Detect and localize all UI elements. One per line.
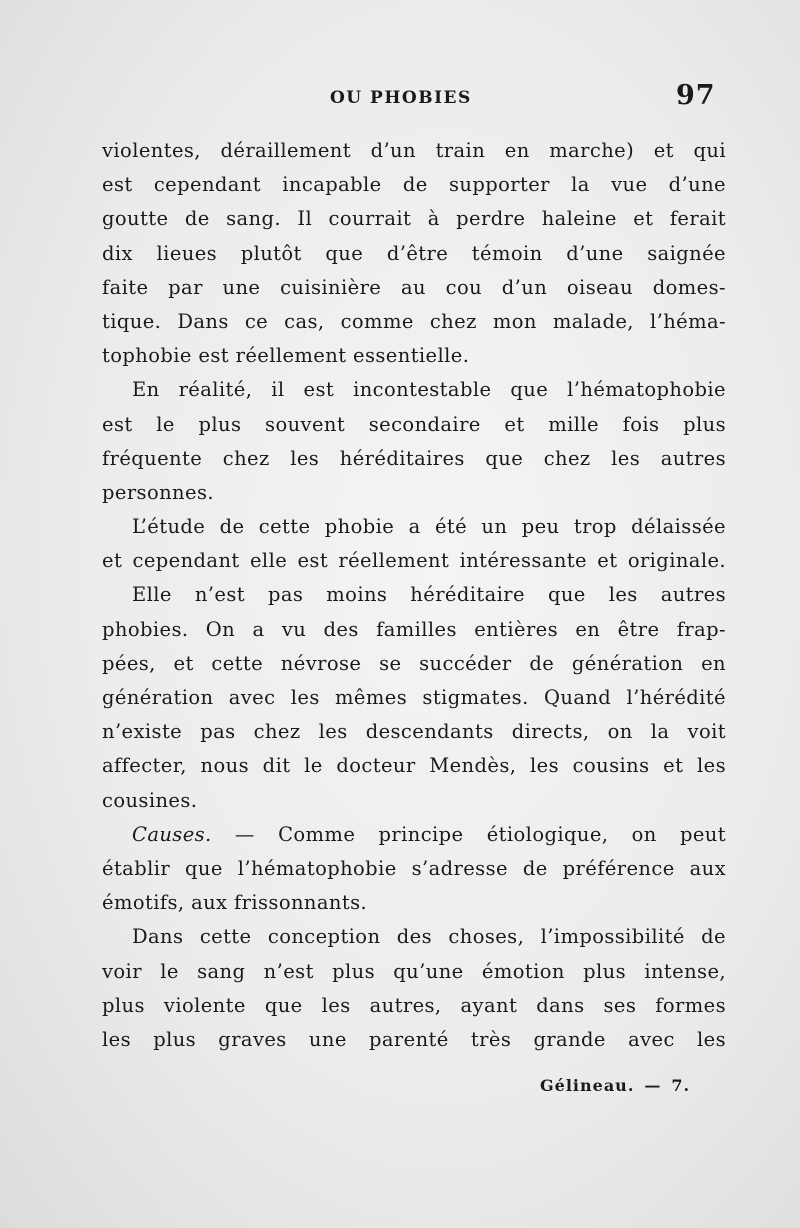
signature-number: 7. xyxy=(671,1076,691,1095)
running-head xyxy=(0,82,800,116)
causes-heading: Causes. xyxy=(132,822,212,846)
text-line: génération avec les mêmes stigmates. Quand l’hérédité xyxy=(102,686,726,709)
text-line: fréquente chez les héréditaires que chez les autres xyxy=(102,446,726,470)
text-line: phobies. On a vu des familles entières en être frap- xyxy=(102,617,726,641)
text-line: tophobie est réellement essentielle. xyxy=(102,344,470,368)
text-line: est le plus souvent secondaire et mille fois plus xyxy=(102,412,726,436)
causes-line xyxy=(102,818,726,852)
text-line: goutte de sang. Il courrait à perdre haleine et ferait xyxy=(102,207,726,231)
text-line: En réalité, il est incontestable que l’hématophobie xyxy=(132,378,726,402)
page-number: 97 xyxy=(676,80,716,111)
text-line: émotifs, aux frissonnants. xyxy=(102,891,368,915)
signature-name: Gélineau. xyxy=(540,1076,635,1095)
text-line: affecter, nous dit le docteur Mendès, les cousins et les xyxy=(102,754,726,778)
printer-signature xyxy=(540,1076,690,1095)
text-line: établir que l’hématophobie s’adresse de préférence aux xyxy=(102,856,726,880)
text-line: est cependant incapable de supporter la vue d’une xyxy=(102,173,726,197)
text-line: les plus graves une parenté très grande avec les xyxy=(102,1027,726,1051)
causes-text: Comme principe étiologique, on peut xyxy=(278,822,726,846)
text-line: n’existe pas chez les descendants directs, on la voit xyxy=(102,720,726,744)
text-line: L’étude de cette phobie a été un peu trop délaissée xyxy=(132,515,726,539)
text-line: Dans cette conception des choses, l’impossibilité de xyxy=(132,925,726,949)
running-title: OU PHOBIES xyxy=(330,88,472,108)
text-line: faite par une cuisinière au cou d’un oiseau domes- xyxy=(102,275,726,299)
text-line: dix lieues plutôt que d’être témoin d’une saignée xyxy=(102,241,726,265)
text-line: et cependant elle est réellement intéressante et originale. xyxy=(102,549,726,573)
signature-dash: — xyxy=(644,1076,662,1095)
text-line: pées, et cette névrose se succéder de génération en xyxy=(102,651,726,675)
body-text xyxy=(102,134,726,1057)
text-line: cousines. xyxy=(102,788,198,812)
causes-dash: — xyxy=(234,822,255,846)
text-line: Elle n’est pas moins héréditaire que les autres xyxy=(132,583,726,607)
text-line: voir le sang n’est plus qu’une émotion plus intense, xyxy=(102,959,726,983)
text-line: personnes. xyxy=(102,480,214,504)
text-line: tique. Dans ce cas, comme chez mon malade, l’héma- xyxy=(102,309,726,333)
text-line: plus violente que les autres, ayant dans ses formes xyxy=(102,993,726,1017)
text-line: violentes, déraillement d’un train en marche) et qui xyxy=(102,139,726,162)
